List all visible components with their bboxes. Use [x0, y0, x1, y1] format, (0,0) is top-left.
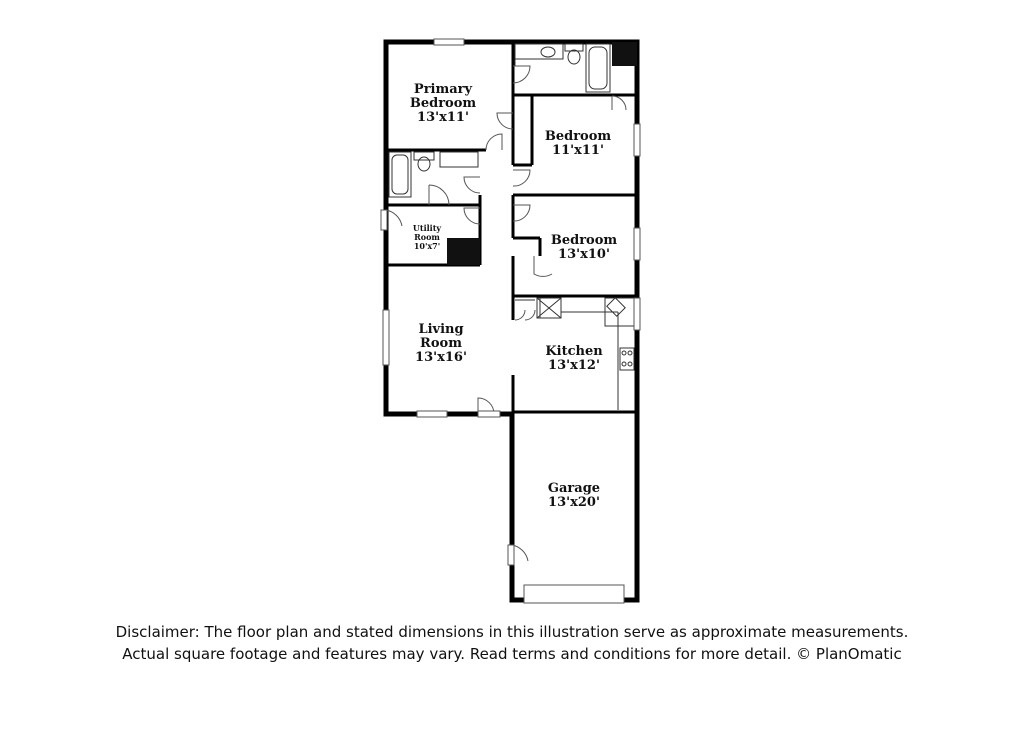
room-label-garage: Garage [547, 481, 601, 496]
room-size-garage: 13'x20' [548, 495, 600, 510]
room-label-utility: Utility [412, 223, 442, 233]
room-size-bedroom-2: 13'x10' [558, 247, 610, 262]
room-size-primary-bedroom: 13'x11' [417, 110, 469, 125]
room-size-bedroom-1: 11'x11' [552, 143, 604, 158]
room-label-primary-bedroom: Primary [413, 82, 473, 97]
disclaimer-line-2: Actual square footage and features may vary. Read terms and conditions for more detail. © PlanOmatic [122, 645, 902, 663]
room-label-living-line2: Room [420, 336, 462, 351]
room-size-kitchen: 13'x12' [548, 358, 600, 373]
room-label-bedroom-2: Bedroom [550, 233, 618, 248]
disclaimer-line-1: Disclaimer: The floor plan and stated dimensions in this illustration serve as approximate measurements. [115, 623, 909, 641]
room-label-utility-line2: Room [414, 232, 440, 242]
room-label-kitchen: Kitchen [545, 344, 603, 359]
room-label-living: Living [418, 322, 464, 337]
room-size-living: 13'x16' [415, 350, 467, 365]
room-label-bedroom-1: Bedroom [544, 129, 612, 144]
room-label-primary-bedroom-line2: Bedroom [409, 96, 477, 111]
room-size-utility: 10'x7' [413, 241, 441, 251]
chase-block [612, 42, 637, 66]
disclaimer [0, 621, 1024, 665]
